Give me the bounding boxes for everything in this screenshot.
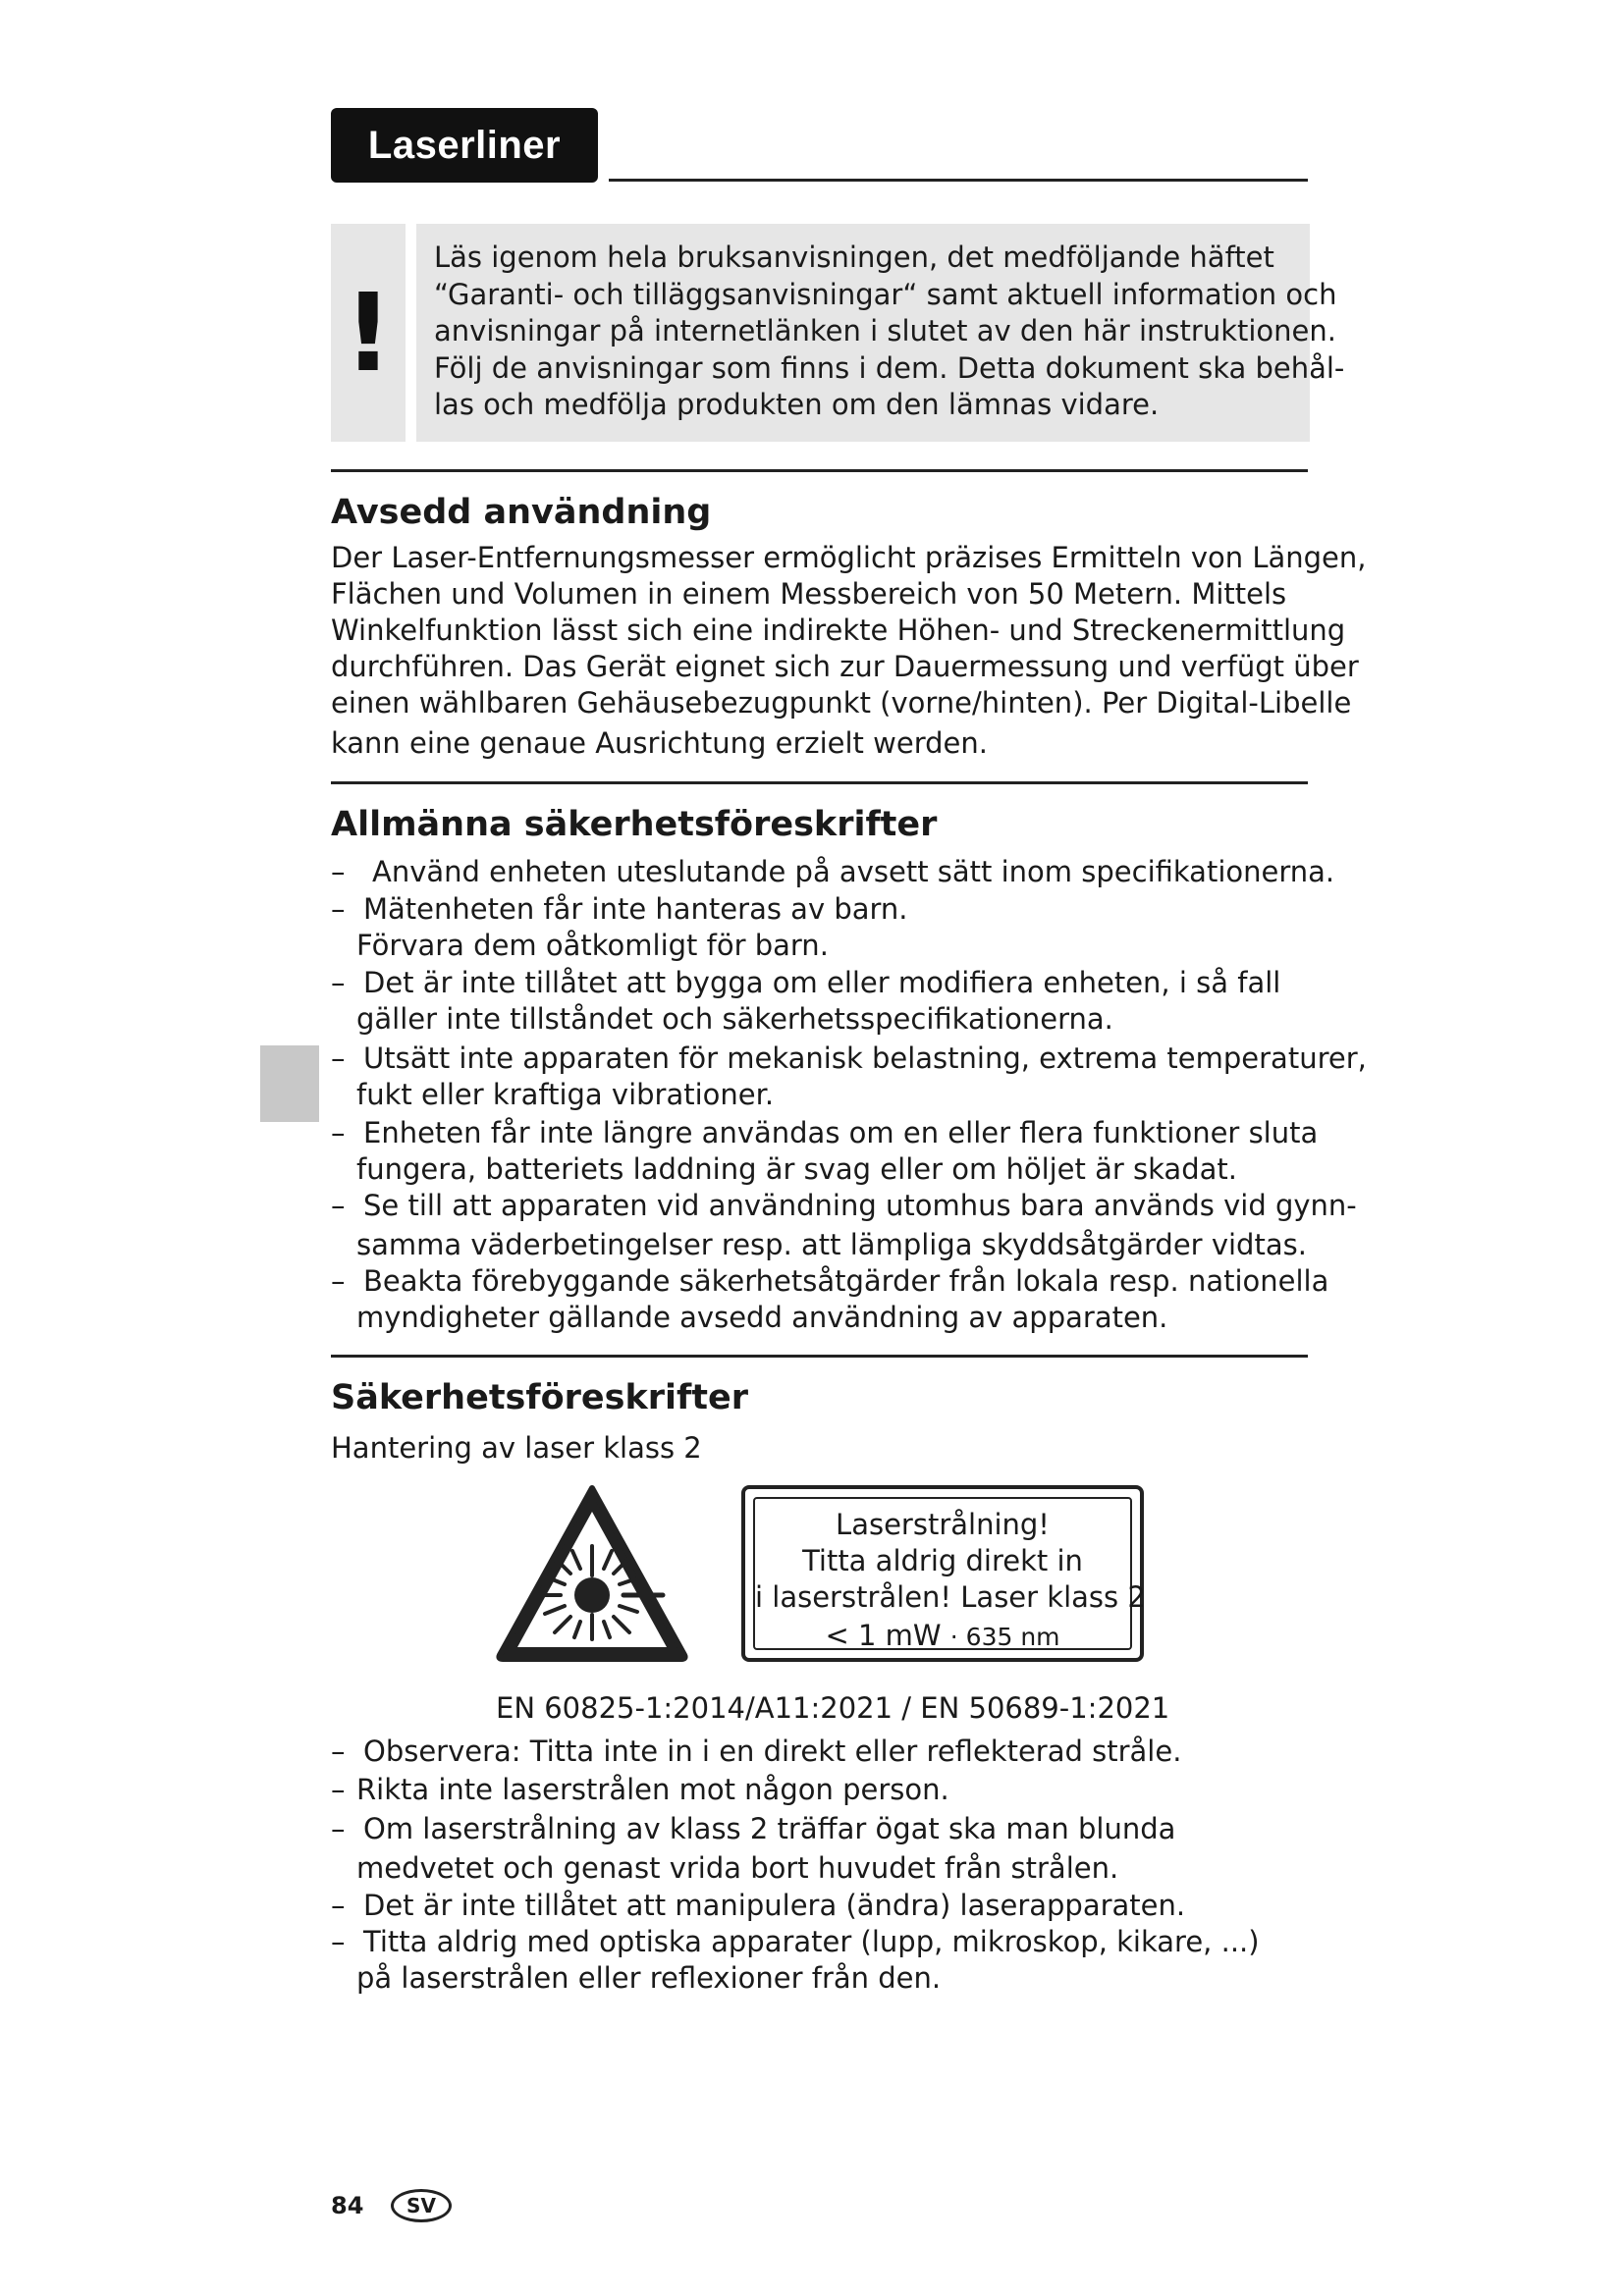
notice-box — [416, 224, 1345, 442]
laser-warning-icon — [494, 1482, 690, 1663]
intended-use-line: kann eine genaue Ausrichtung erzielt werden. — [331, 726, 988, 760]
general-safety-heading: Allmänna säkerhetsföreskrifter — [331, 805, 938, 844]
safety-subheading: Hantering av laser klass 2 — [331, 1431, 702, 1465]
notice-line: anvisningar på internetlänken i slutet av den här instruktionen. — [434, 314, 1336, 347]
safety-heading: Säkerhetsföreskrifter — [331, 1378, 748, 1417]
intended-use-heading: Avsedd användning — [331, 493, 712, 532]
warning-exclamation-icon: ! — [331, 224, 406, 442]
intended-use-line: Flächen und Volumen in einem Messbereich von 50 Metern. Mittels — [331, 577, 1287, 611]
section-rule — [331, 469, 1308, 472]
section-rule — [331, 781, 1308, 784]
notice-line: “Garanti- och tilläggsanvisningar“ samt aktuell information och — [434, 277, 1337, 311]
standards-reference: EN 60825-1:2014/A11:2021 / EN 50689-1:2021 — [496, 1691, 1170, 1725]
page-number: 84 — [331, 2192, 364, 2219]
intended-use-line: durchführen. Das Gerät eignet sich zur Dauermessung und verfügt über — [331, 650, 1359, 683]
notice-line: Följ de anvisningar som finns i dem. Detta dokument ska behål- — [434, 350, 1345, 385]
intended-use-line: Der Laser-Entfernungsmesser ermöglicht präzises Ermitteln von Längen, — [331, 541, 1367, 574]
chapter-tab — [260, 1045, 319, 1122]
intended-use-line: einen wählbaren Gehäusebezugpunkt (vorne/hinten). Per Digital-Libelle — [331, 686, 1352, 720]
section-rule — [331, 1355, 1308, 1358]
header-rule — [609, 179, 1308, 182]
brand-logo: Laserliner — [331, 108, 598, 183]
notice-line: las och medfölja produkten om den lämnas vidare. — [434, 388, 1160, 421]
intended-use-line: Winkelfunktion lässt sich eine indirekte Höhen- und Streckenermittlung — [331, 614, 1346, 647]
laser-warning-label: Laserstrålning! Titta aldrig direkt in i laserstrålen! Laser klass 2 < 1 mW · 635 nm — [741, 1485, 1144, 1662]
intended-use-section — [331, 491, 1367, 762]
language-badge: SV — [391, 2189, 452, 2222]
notice-line: Läs igenom hela bruksanvisningen, det medföljande häftet — [434, 240, 1274, 274]
